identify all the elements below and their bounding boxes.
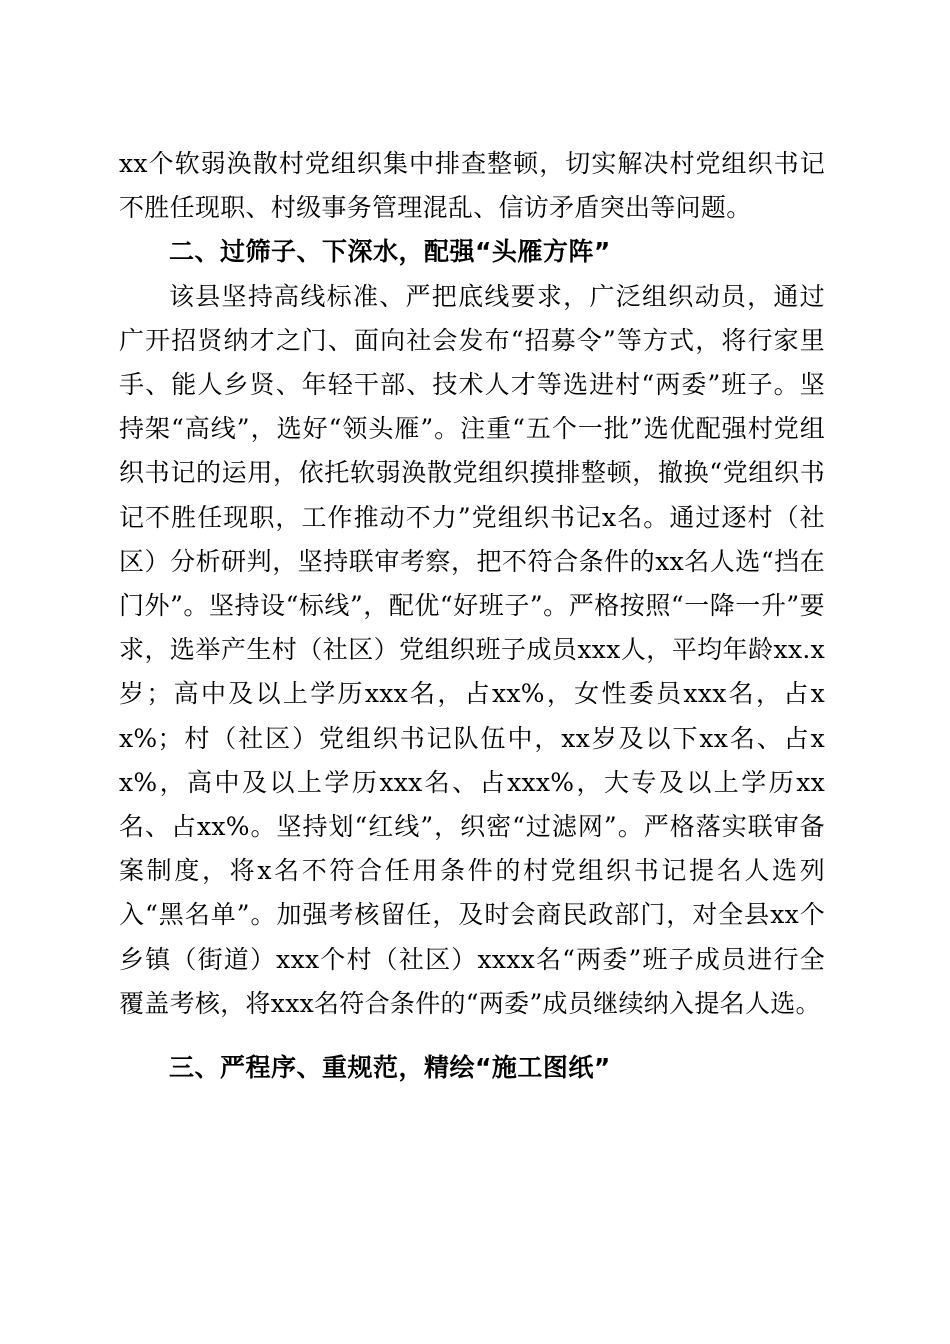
section-heading-3: 三、严程序、重规范，精绘“施工图纸” <box>169 1053 611 1083</box>
section-heading-2: 二、过筛子、下深水，配强“头雁方阵” <box>169 237 611 267</box>
document-body <box>119 142 825 1090</box>
paragraph-section-2: 该县坚持高线标准、严把底线要求，广泛组织动员，通过广开招贤纳才之门、面向社会发布“招募令”等方式，将行家里手、能人乡贤、年轻干部、技术人才等选进村“两委”班子。坚持架“高线”，选好“领头雁”。注重“五个一批”选优配强村党组织书记的运用，依托软弱涣散党组织摸排整顿，撤换“党组织书记不胜任现职，工作推动不力”党组织书记x名。通过逐村（社区）分析研判，坚持联审考察，把不符合条件的xx名人选“挡在门外”。坚持设“标线”，配优“好班子”。严格按照“一降一升”要求，选举产生村（社区）党组织班子成员xxx人，平均年龄xx.x岁；高中及以上学历xxx名，占xx%，女性委员xxx名，占xx%；村（社区）党组织书记队伍中，xx岁及以下xx名、占xx%，高中及以上学历xxx名、占xxx%，大专及以上学历xx名、占xx%。坚持划“红线”，织密“过滤网”。严格落实联审备案制度，将x名不符合任用条件的村党组织书记提名人选列入“黑名单”。加强考核留任，及时会商民政部门，对全县xx个乡镇（街道）xxx个村（社区）xxxx名“两委”班子成员进行全覆盖考核，将xxx名符合条件的“两委”成员继续纳入提名人选。 <box>119 281 825 1018</box>
paragraph-continued: xx个软弱涣散村党组织集中排查整顿，切实解决村党组织书记不胜任现职、村级事务管理混乱、信访矛盾突出等问题。 <box>119 149 825 223</box>
